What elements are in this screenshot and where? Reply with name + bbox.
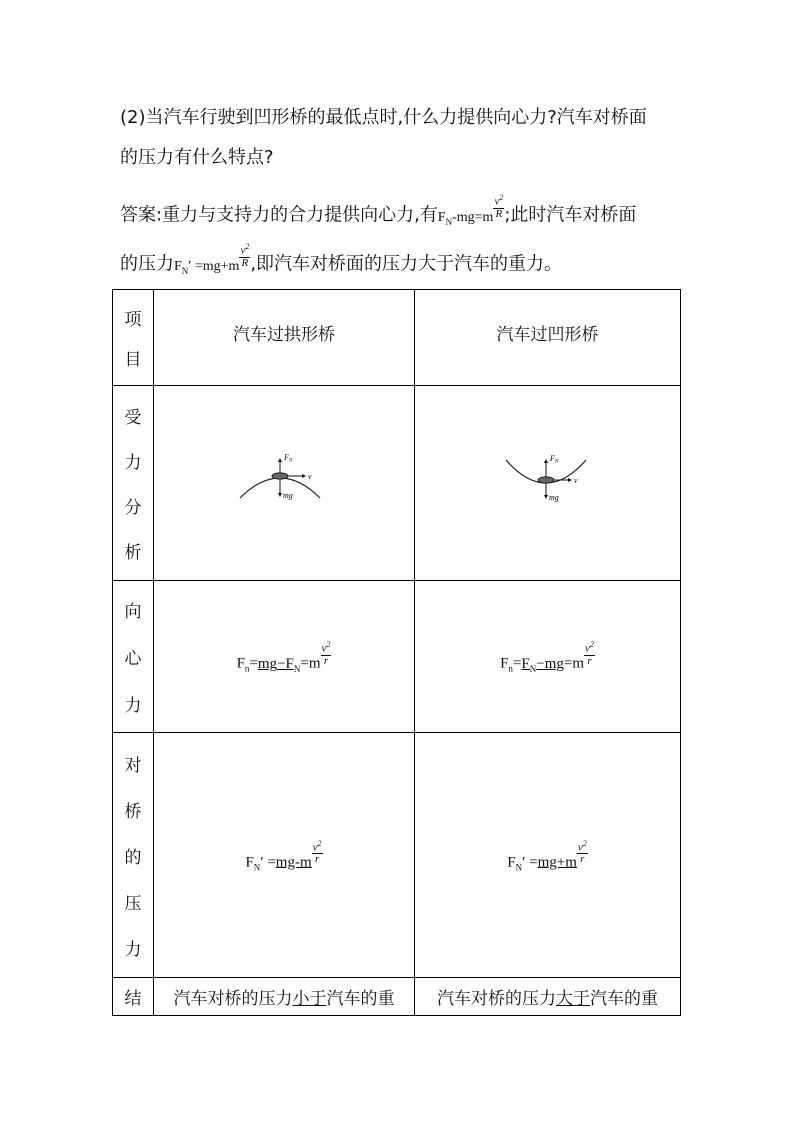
eq1-num: $v^2$ bbox=[494, 193, 504, 208]
centripetal-label-char: 心 bbox=[124, 648, 142, 669]
centripetal-label-cell bbox=[113, 581, 154, 733]
v-label: v bbox=[308, 472, 312, 481]
header-col-concave: 汽车过凹形桥 bbox=[415, 290, 681, 386]
eq1-den: R bbox=[495, 207, 503, 220]
underlined-term: $F_N-mg$ bbox=[521, 655, 564, 674]
eq2-lhs: F bbox=[174, 259, 182, 275]
answer-after-eq1: ;此时汽车对桥面 bbox=[504, 204, 637, 226]
question-line-2: 的压力有什么特点? bbox=[120, 147, 274, 168]
answer-eq2 bbox=[174, 242, 250, 276]
header-label-cell bbox=[113, 290, 154, 386]
centripetal-label-char: 力 bbox=[124, 695, 142, 716]
question-text bbox=[120, 98, 690, 178]
answer-prefix: 答案:重力与支持力的合力提供向心力,有 bbox=[120, 204, 438, 226]
fraction: $\frac{v^2}{r}$ bbox=[312, 838, 322, 866]
eq2-num: $v^2$ bbox=[240, 242, 250, 258]
pressure-arch-formula: $F_N' =mg-m$ $\frac{v^2}{r}$ bbox=[154, 733, 415, 978]
pressure-label-char: 的 bbox=[124, 847, 142, 868]
eq2-sub: N bbox=[181, 265, 189, 276]
mg-label: mg bbox=[548, 493, 559, 502]
eq2-mid: ′ =mg+m bbox=[188, 259, 240, 275]
car-shape bbox=[272, 473, 288, 479]
header-label-char: 目 bbox=[124, 350, 142, 370]
pressure-label-cell bbox=[113, 733, 154, 978]
fn-label: FN bbox=[549, 454, 558, 465]
pressure-label-char: 压 bbox=[124, 893, 142, 914]
fraction: $\frac{v^2}{r}$ bbox=[321, 640, 331, 667]
centripetal-concave-formula: $F_n=F_N-mg=m$ $\frac{v^2}{r}$ bbox=[415, 581, 681, 733]
conclusion-arch: 汽车对桥的压力小于汽车的重 bbox=[154, 978, 415, 1016]
eq2-fraction bbox=[239, 241, 250, 269]
table-row-force-analysis bbox=[113, 386, 681, 581]
answer-text bbox=[120, 192, 690, 291]
force-label-char: 受 bbox=[124, 408, 142, 428]
arch-bridge-diagram bbox=[234, 448, 334, 518]
table-row-header bbox=[113, 290, 681, 386]
eq1-mid: -mg=m bbox=[452, 209, 494, 225]
conclusion-label: 结 bbox=[113, 978, 154, 1016]
v-label: v bbox=[573, 476, 578, 485]
underlined-term: $mg-F_N$ bbox=[257, 655, 301, 674]
pressure-label-char: 对 bbox=[124, 755, 142, 776]
fn-arrowhead bbox=[544, 459, 548, 463]
eq1-sub: N bbox=[445, 216, 453, 227]
centripetal-label-char: 向 bbox=[124, 602, 142, 623]
mg-label: mg bbox=[283, 491, 293, 500]
fraction: $\frac{v^2}{r}$ bbox=[577, 838, 587, 866]
force-label-cell bbox=[113, 386, 154, 581]
table-row-pressure bbox=[113, 733, 681, 978]
fraction: $\frac{v^2}{r}$ bbox=[585, 640, 594, 667]
pressure-label-char: 桥 bbox=[124, 801, 142, 822]
concave-bridge-diagram-cell bbox=[415, 386, 681, 581]
table-row-centripetal bbox=[113, 581, 681, 733]
v-arrowhead bbox=[568, 478, 572, 482]
eq2-den: R bbox=[241, 257, 249, 270]
answer-eq1 bbox=[437, 193, 505, 227]
answer-line2-prefix: 的压力 bbox=[120, 254, 174, 276]
fn-arrowhead bbox=[278, 458, 282, 462]
fn-label: FN bbox=[284, 453, 293, 464]
conclusion-concave: 汽车对桥的压力大于汽车的重 bbox=[415, 978, 681, 1016]
force-label-char: 力 bbox=[124, 453, 142, 473]
answer-after-eq2: ,即汽车对桥面的压力大于汽车的重力。 bbox=[250, 254, 563, 276]
centripetal-arch-formula: $F_n=mg-F_N=m$ $\frac{v^2}{r}$ bbox=[154, 581, 415, 733]
car-shape bbox=[538, 477, 554, 483]
eq1-fraction bbox=[493, 192, 504, 220]
question-line-1: (2)当汽车行驶到凹形桥的最低点时,什么力提供向心力?汽车对桥面 bbox=[120, 107, 647, 128]
header-col-arch: 汽车过拱形桥 bbox=[154, 290, 415, 386]
force-label-char: 析 bbox=[124, 543, 142, 563]
underlined-term: 大于 bbox=[556, 989, 590, 1009]
pressure-concave-formula: $F_N' =mg+m$ $\frac{v^2}{r}$ bbox=[415, 733, 681, 978]
answer-line-2 bbox=[120, 241, 690, 290]
header-label-char: 项 bbox=[124, 310, 142, 330]
underlined-term: 小于 bbox=[292, 989, 327, 1009]
force-label-char: 分 bbox=[124, 498, 142, 518]
underlined-term: mg-m bbox=[275, 854, 312, 871]
concave-bridge-diagram bbox=[498, 448, 598, 518]
underlined-term: mg+m bbox=[537, 854, 577, 871]
v-arrowhead bbox=[302, 474, 306, 478]
arch-bridge-diagram-cell bbox=[154, 386, 415, 581]
comparison-table bbox=[112, 289, 681, 1016]
pressure-label-char: 力 bbox=[124, 939, 142, 960]
table-row-conclusion bbox=[113, 978, 681, 1016]
eq1-lhs: F bbox=[437, 209, 446, 225]
mg-arrowhead bbox=[544, 495, 548, 499]
mg-arrowhead bbox=[278, 493, 282, 497]
answer-line-1 bbox=[120, 192, 690, 241]
